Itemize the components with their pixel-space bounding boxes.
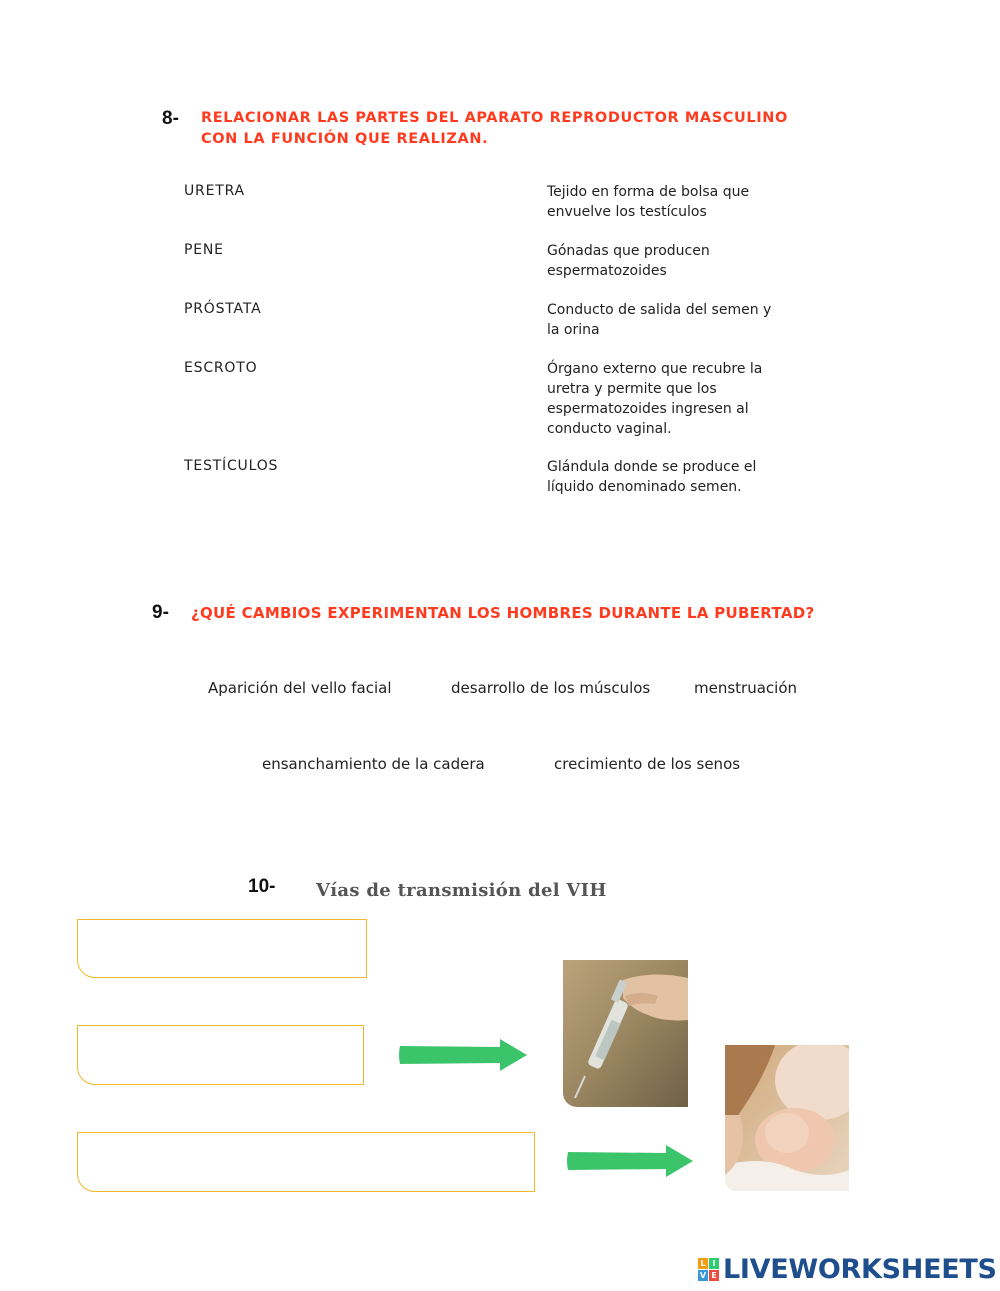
description-2-line: espermatozoides — [547, 263, 667, 279]
description-1[interactable] — [547, 182, 807, 222]
question-8-number: 8- — [162, 108, 179, 129]
term-uretra[interactable]: URETRA — [184, 183, 245, 199]
liveworksheets-logo[interactable]: LIVEWORKSHEETS — [723, 1254, 997, 1285]
question-8-title-line2: CON LA FUNCIÓN QUE REALIZAN. — [201, 131, 489, 147]
description-4-line: uretra y permite que los — [547, 381, 717, 397]
term-testiculos[interactable]: TESTÍCULOS — [184, 458, 279, 474]
description-4-line: Órgano externo que recubre la — [547, 361, 763, 377]
term-pene[interactable]: PENE — [184, 242, 224, 258]
liveworksheets-badge-icon — [698, 1258, 720, 1282]
description-5[interactable] — [547, 457, 807, 497]
badge-letter: E — [709, 1270, 719, 1281]
badge-letter: I — [709, 1258, 719, 1269]
term-prostata[interactable]: PRÓSTATA — [184, 301, 262, 317]
arrow-right-icon — [396, 1038, 530, 1072]
question-10-title: Vías de transmisión del VIH — [316, 880, 607, 901]
badge-letter: L — [698, 1258, 708, 1269]
syringe-image — [563, 960, 688, 1107]
breastfeeding-image — [725, 1045, 849, 1191]
option-cadera[interactable]: ensanchamiento de la cadera — [262, 755, 485, 773]
term-escroto[interactable]: ESCROTO — [184, 360, 258, 376]
option-menstruacion[interactable]: menstruación — [694, 679, 798, 697]
arrow-right-icon — [564, 1144, 696, 1178]
description-5-line: Glándula donde se produce el — [547, 459, 757, 475]
description-5-line: líquido denominado semen. — [547, 479, 742, 495]
answer-box-3[interactable] — [77, 1132, 535, 1192]
description-2-line: Gónadas que producen — [547, 243, 710, 259]
option-senos[interactable]: crecimiento de los senos — [554, 755, 741, 773]
description-3-line: la orina — [547, 322, 600, 338]
description-1-line: envuelve los testículos — [547, 204, 707, 220]
question-10-number: 10- — [248, 876, 276, 897]
option-vello-facial[interactable]: Aparición del vello facial — [208, 679, 392, 697]
description-4[interactable] — [547, 359, 807, 439]
description-1-line: Tejido en forma de bolsa que — [547, 184, 750, 200]
badge-letter: V — [699, 1271, 707, 1280]
answer-box-1[interactable] — [77, 919, 367, 978]
description-3[interactable] — [547, 300, 807, 340]
question-9-number: 9- — [152, 602, 169, 623]
description-2[interactable] — [547, 241, 807, 281]
description-4-line: espermatozoides ingresen al — [547, 401, 749, 417]
description-4-line: conducto vaginal. — [547, 421, 672, 437]
answer-box-2[interactable] — [77, 1025, 364, 1085]
question-9-title: ¿QUÉ CAMBIOS EXPERIMENTAN LOS HOMBRES DURANTE LA PUBERTAD? — [191, 604, 815, 622]
question-8-title-line1: RELACIONAR LAS PARTES DEL APARATO REPRODUCTOR MASCULINO — [201, 110, 788, 126]
description-3-line: Conducto de salida del semen y — [547, 302, 772, 318]
option-musculos[interactable]: desarrollo de los músculos — [451, 679, 651, 697]
